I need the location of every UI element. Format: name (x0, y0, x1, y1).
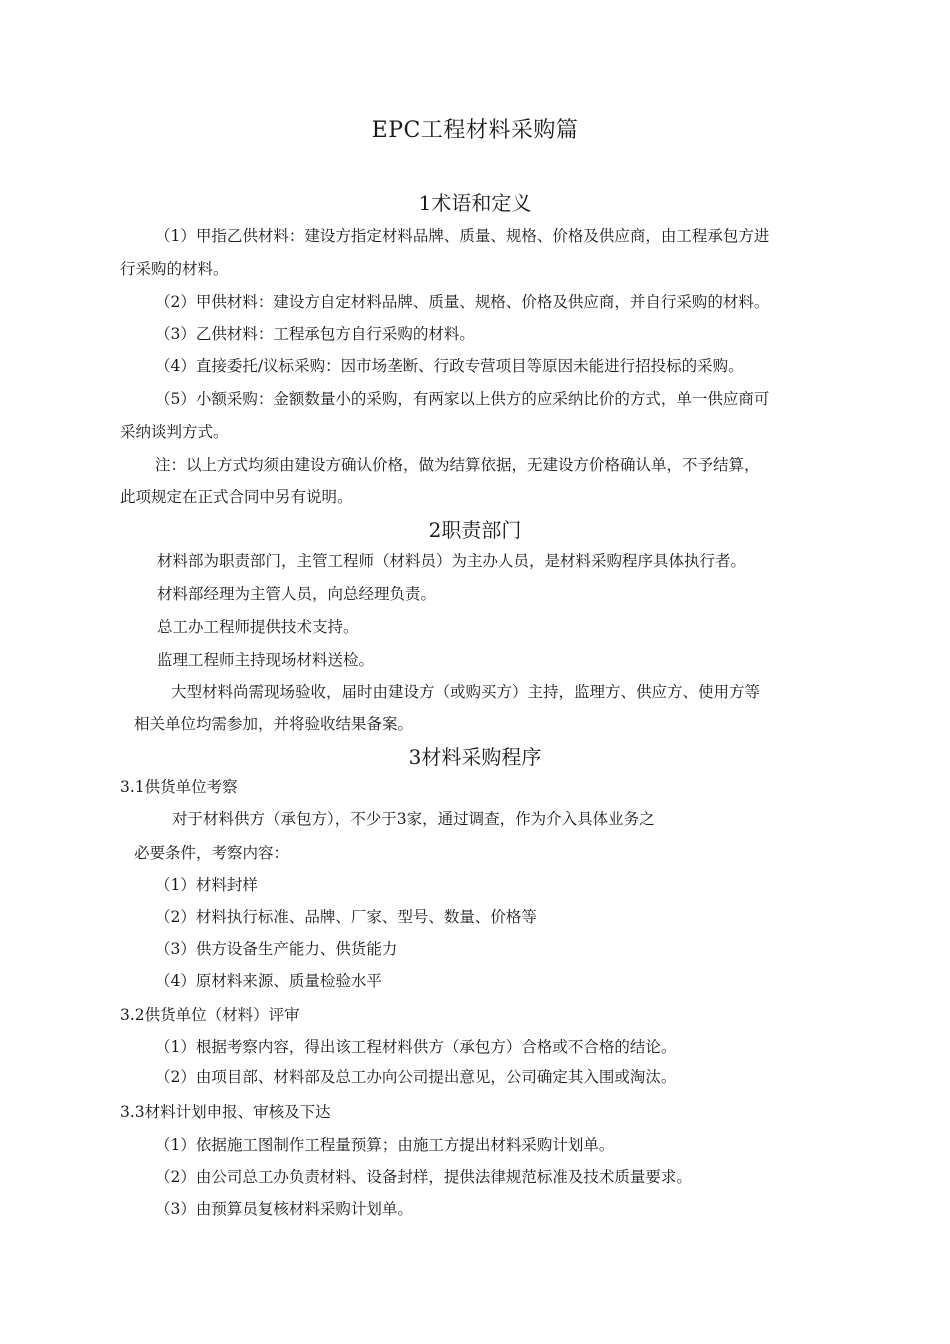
s32-item-2: （2）由项目部、材料部及总工办向公司提出意见，公司确定其入围或淘汰。 (155, 1068, 677, 1086)
section-1-heading: 1术语和定义 (418, 191, 532, 215)
section-3-heading: 3材料采购程序 (408, 745, 542, 769)
sec1-item-1-line-a: （1）甲指乙供材料：建设方指定材料品牌、质量、规格、价格及供应商，由工程承包方进 (155, 227, 770, 245)
sec1-item-3: （3）乙供材料：工程承包方自行采购的材料。 (155, 325, 475, 343)
sec1-item-2: （2）甲供材料：建设方自定材料品牌、质量、规格、价格及供应商，并自行采购的材料。 (155, 293, 770, 311)
sec2-line-3: 总工办工程师提供技术支持。 (157, 618, 359, 636)
sec1-item-4: （4）直接委托/议标采购：因市场垄断、行政专营项目等原因未能进行招投标的采购。 (155, 357, 744, 375)
sec1-item-1-line-b: 行采购的材料。 (120, 260, 229, 278)
s31-item-2: （2）材料执行标准、品牌、厂家、型号、数量、价格等 (155, 908, 537, 926)
s33-item-1: （1）依据施工图制作工程量预算；由施工方提出材料采购计划单。 (155, 1136, 615, 1154)
sec2-line-2: 材料部经理为主管人员，向总经理负责。 (157, 585, 437, 603)
sec2-line-1: 材料部为职责部门，主管工程师（材料员）为主办人员，是材料采购程序具体执行者。 (157, 552, 747, 570)
sec1-note-line-b: 此项规定在正式合同中另有说明。 (120, 488, 353, 506)
section-2-heading: 2职责部门 (428, 518, 522, 542)
s33-item-3: （3）由预算员复核材料采购计划单。 (155, 1200, 413, 1218)
s33-item-2: （2）由公司总工办负责材料、设备封样，提供法律规范标准及技术质量要求。 (155, 1168, 692, 1186)
s32-item-1: （1）根据考察内容，得出该工程材料供方（承包方）合格或不合格的结论。 (155, 1038, 677, 1056)
subsection-3-3-heading: 3.3材料计划申报、审核及下达 (120, 1103, 331, 1121)
s31-paragraph-line-b: 必要条件，考察内容： (134, 844, 290, 862)
sec1-item-5-line-b: 采纳谈判方式。 (120, 423, 229, 441)
subsection-3-2-heading: 3.2供货单位（材料）评审 (120, 1006, 300, 1024)
document-title: EPC工程材料采购篇 (371, 118, 579, 143)
s31-item-1: （1）材料封样 (155, 876, 258, 894)
subsection-3-1-heading: 3.1供货单位考察 (120, 778, 238, 796)
sec1-note-line-a: 注：以上方式均须由建设方确认价格，做为结算依据，无建设方价格确认单，不予结算， (155, 456, 760, 474)
sec2-line-5b: 相关单位均需参加，并将验收结果备案。 (134, 715, 414, 733)
s31-item-3: （3）供方设备生产能力、供货能力 (155, 940, 398, 958)
s31-paragraph-line-a: 对于材料供方（承包方），不少于3家，通过调查，作为介入具体业务之 (172, 810, 655, 828)
sec2-line-4: 监理工程师主持现场材料送检。 (157, 651, 375, 669)
sec1-item-5-line-a: （5）小额采购：金额数量小的采购，有两家以上供方的应采纳比价的方式，单一供应商可 (155, 390, 770, 408)
sec2-line-5a: 大型材料尚需现场验收，届时由建设方（或购买方）主持，监理方、供应方、使用方等 (171, 683, 761, 701)
s31-item-4: （4）原材料来源、质量检验水平 (155, 972, 382, 990)
